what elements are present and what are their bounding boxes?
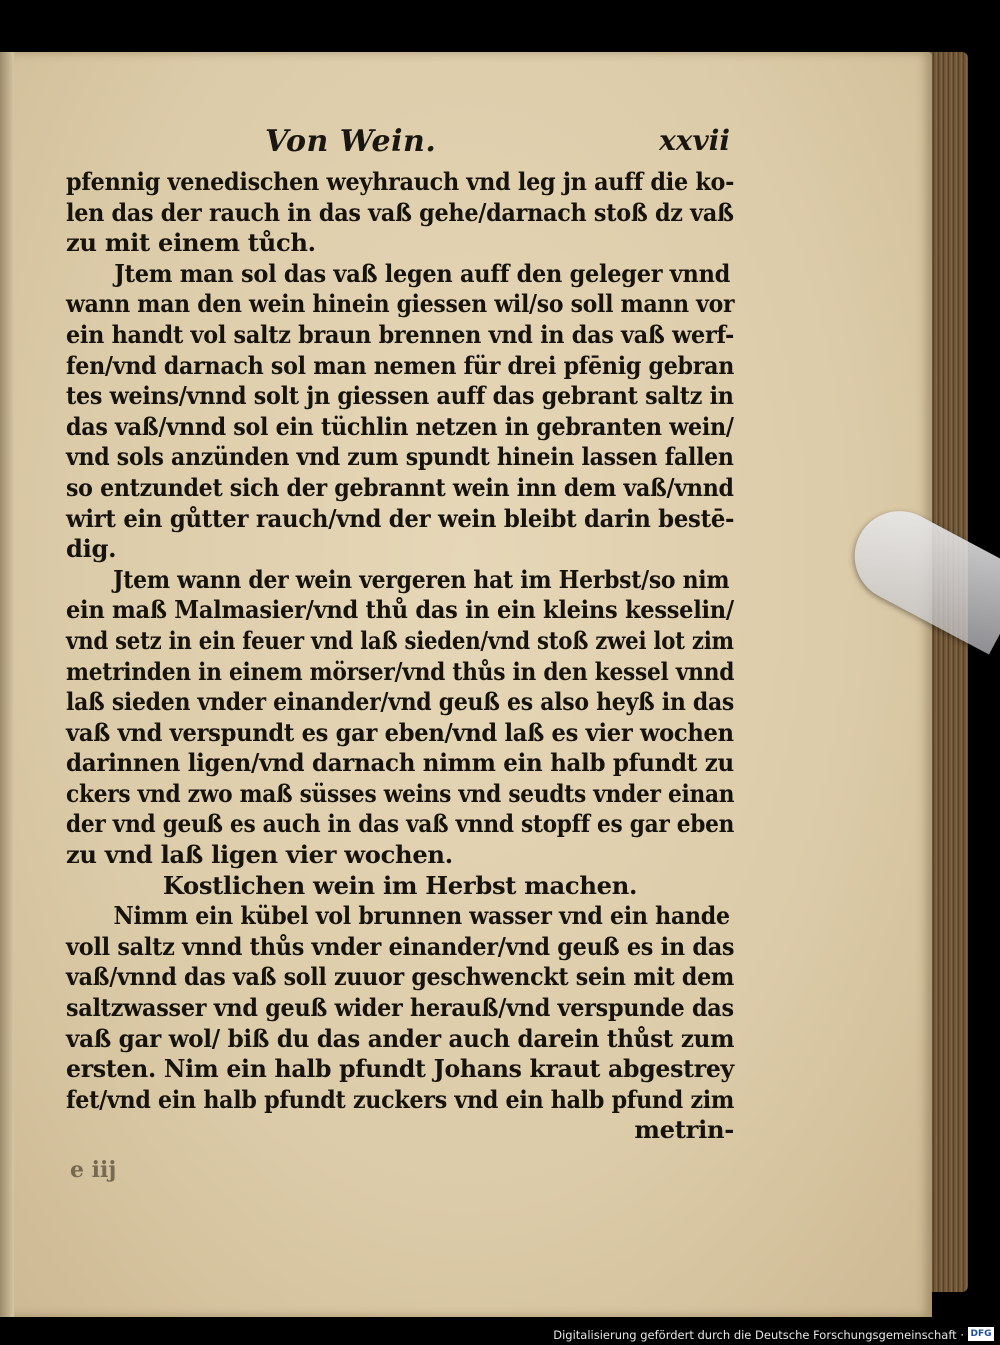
text-line: wann man den wein hinein giessen wil/so soll mann vor bbox=[66, 289, 735, 319]
text-line: Jtem wann der wein vergeren hat im Herbst/so nim bbox=[113, 564, 730, 594]
text-line: ein maß Malmasier/vnd thů das in ein kleins kesselin/ bbox=[66, 595, 734, 625]
text-line: metrinden in einem mörser/vnd thůs in den kessel vnnd bbox=[66, 656, 735, 686]
page-leaf bbox=[0, 52, 932, 1317]
text-line: ckers vnd zwo maß süsses weins vnd seudts vnder einan bbox=[66, 778, 735, 808]
signature-mark: e iij bbox=[70, 1157, 117, 1183]
text-line: darinnen ligen/vnd darnach nimm ein halb pfundt zu bbox=[66, 748, 734, 778]
text-line: saltzwasser vnd geuß wider herauß/vnd verspunde das bbox=[66, 993, 734, 1023]
funding-credit: Digitalisierung gefördert durch die Deutsche Forschungsgemeinschaft · bbox=[553, 1328, 964, 1342]
catchword: metrin- bbox=[634, 1115, 734, 1145]
text-block bbox=[66, 167, 734, 1146]
text-line: ein handt vol saltz braun brennen vnd in das vaß werf- bbox=[66, 319, 734, 349]
text-line: vaß vnd verspundt es gar eben/vnd laß es vier wochen bbox=[66, 717, 734, 747]
text-line: dig. bbox=[66, 534, 117, 564]
text-line: so entzundet sich der gebrannt wein inn dem vaß/vnnd bbox=[66, 472, 734, 502]
text-line: pfennig venedischen weyhrauch vnd leg jn auff die ko- bbox=[66, 167, 735, 196]
text-line: len das der rauch in das vaß gehe/darnach stoß dz vaß bbox=[66, 197, 734, 227]
text-line: vnd sols anzünden vnd zum spundt hinein lassen fallen bbox=[66, 442, 734, 472]
text-line: der vnd geuß es auch in das vaß vnnd stopff es gar eben bbox=[66, 809, 735, 839]
gutter-shadow bbox=[0, 52, 14, 1317]
text-line: zu vnd laß ligen vier wochen. bbox=[66, 840, 453, 870]
text-line: voll saltz vnnd thůs vnder einander/vnd geuß es in das bbox=[66, 931, 735, 961]
text-line: fet/vnd ein halb pfundt zuckers vnd ein halb pfund zim bbox=[66, 1084, 735, 1114]
page-header bbox=[265, 124, 730, 164]
footer-bar bbox=[0, 1325, 1000, 1345]
folio-number: xxvii bbox=[659, 124, 730, 157]
text-line: zu mit einem tůch. bbox=[66, 228, 316, 258]
book bbox=[0, 52, 968, 1324]
section-heading: Kostlichen wein im Herbst machen. bbox=[162, 870, 638, 900]
text-line: Jtem man sol das vaß legen auff den geleger vnnd bbox=[114, 258, 731, 288]
dfg-logo-icon: DFG bbox=[968, 1327, 994, 1341]
text-line: wirt ein gůtter rauch/vnd der wein bleibt darin bestē- bbox=[66, 503, 735, 533]
text-line: das vaß/vnnd sol ein tüchlin netzen in gebranten wein/ bbox=[66, 411, 734, 441]
text-line: Nimm ein kübel vol brunnen wasser vnd ein hande bbox=[113, 901, 730, 931]
text-line: tes weins/vnnd solt jn giessen auff das gebrant saltz in bbox=[66, 381, 734, 411]
text-line: vnd setz in ein feuer vnd laß sieden/vnd stoß zwei lot zim bbox=[66, 625, 734, 655]
text-line: fen/vnd darnach sol man nemen für drei pfēnig gebran bbox=[66, 350, 735, 380]
running-head: Von Wein. bbox=[265, 124, 437, 159]
text-line: vaß gar wol/ biß du das ander auch darein thůst zum bbox=[66, 1023, 735, 1053]
text-line: ersten. Nim ein halb pfundt Johans kraut abgestrey bbox=[66, 1054, 734, 1084]
text-line: laß sieden vnder einander/vnd geuß es also heyß in das bbox=[66, 687, 735, 717]
text-line: vaß/vnnd das vaß soll zuuor geschwenckt sein mit dem bbox=[66, 962, 735, 992]
